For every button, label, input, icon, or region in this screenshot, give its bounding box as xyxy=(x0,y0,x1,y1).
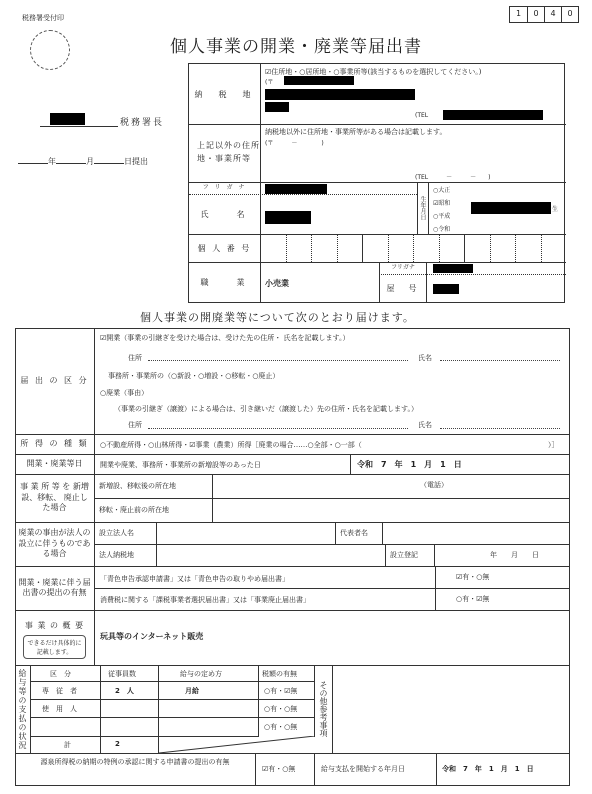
mynumber-boxes xyxy=(261,234,566,262)
stamp-label: 税務署受付印 xyxy=(22,14,64,22)
submit-date: 年 月 日提出 xyxy=(18,156,178,167)
slash-lines xyxy=(159,736,315,753)
era-options: ○大正 ☑昭和 ○平成 ○令和 xyxy=(433,187,451,233)
stamp-circle xyxy=(30,30,70,70)
tax-office-label: 税務署長 xyxy=(120,118,165,128)
taxpayer-box: 納 税 地 ☑住所地・○居所地・○事業所等(該当するものを選択してください。) (〒 (TEL 上記以外の住所地・事業所等 納税地以外に住所地・事業所等がある場合は記載します。 (〒 － ) (TEL － － ) フ リ ガ ナ 氏 名 生年月日 ○大正 ☑昭和 ○平成 ○令和 生 個 人 番 号 職 業 小売業 フリガナ 屋 号 xyxy=(188,63,565,303)
page-title: 個人事業の開業・廃業等届出書 xyxy=(170,37,422,57)
redacted-office xyxy=(50,113,85,125)
business-summary: 玩具等のインターネット販売 xyxy=(100,632,204,641)
form-code: 1 0 4 0 xyxy=(509,6,579,23)
statement: 個人事業の開廃業等について次のとおり届けます。 xyxy=(140,311,415,324)
job-value: 小売業 xyxy=(265,279,289,288)
